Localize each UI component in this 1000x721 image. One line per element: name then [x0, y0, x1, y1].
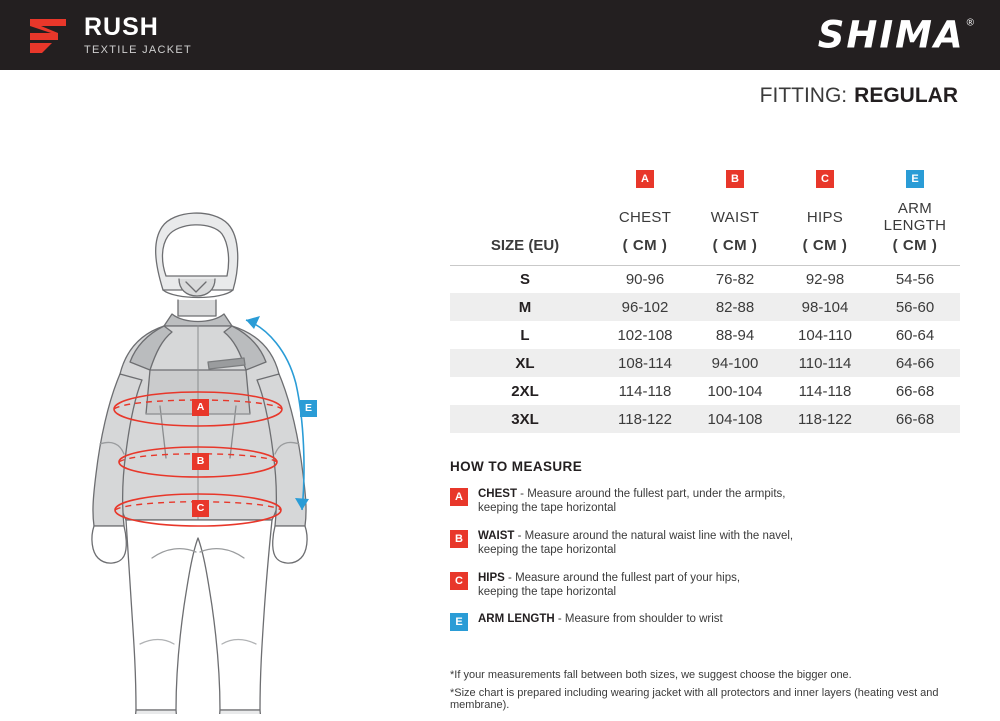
- how-to-measure-section: [450, 459, 1000, 631]
- content-area: [0, 122, 1000, 721]
- cell-size: M: [450, 293, 600, 321]
- badge-a: A: [636, 170, 654, 188]
- column-header-chest: CHEST: [618, 208, 672, 226]
- page-header: [0, 0, 1000, 70]
- cell-size: S: [519, 270, 530, 288]
- measure-desc-waist: - Measure around the natural waist line with the navel,: [514, 529, 794, 542]
- badge-cell-waist: [690, 150, 780, 190]
- cell-hips: 114-118: [798, 382, 852, 400]
- badge-c: C: [450, 572, 468, 590]
- cell-size: XL: [450, 349, 600, 377]
- footnote-2: *Size chart is prepared including wearing jacket with all protectors and inner layers (heating vest and membrane).: [450, 687, 939, 712]
- brand-logo: [818, 14, 974, 57]
- measure-text-arm-length: [478, 612, 723, 631]
- badge-b: B: [450, 530, 468, 548]
- table-row: [450, 293, 960, 321]
- figure-marker-e: E: [300, 400, 317, 417]
- badge-e: E: [450, 613, 468, 631]
- measure-desc2-chest: keeping the tape horizontal: [478, 502, 617, 515]
- cell-waist: 104-108: [690, 405, 780, 433]
- measure-name-chest: CHEST: [478, 488, 517, 500]
- badge-cell-chest: [600, 150, 690, 190]
- figure-pane: [0, 122, 440, 721]
- cell-arm: 64-66: [870, 349, 960, 377]
- brand-logo-text: SHIMA: [817, 13, 965, 57]
- measure-text-hips: [478, 571, 740, 600]
- badge-cell-hips: [780, 150, 870, 190]
- cell-arm: 66-68: [870, 405, 960, 433]
- cell-size: 3XL: [450, 405, 600, 433]
- size-table-body: [450, 265, 960, 433]
- cell-chest: 108-114: [600, 349, 690, 377]
- how-to-measure-title: HOW TO MEASURE: [450, 459, 583, 474]
- measure-desc-arm-length: - Measure from shoulder to wrist: [554, 613, 723, 626]
- figure-marker-b: B: [192, 453, 209, 470]
- measure-name-arm-length: ARM LENGTH: [478, 613, 555, 626]
- table-row: [450, 321, 960, 349]
- column-unit-hips: ( CM ): [802, 237, 848, 254]
- cell-waist: 94-100: [690, 349, 780, 377]
- badge-cell-empty: [450, 150, 600, 190]
- measure-desc-hips: - Measure around the fullest part of your hips,: [504, 571, 741, 584]
- cell-hips: 104-110: [798, 326, 852, 344]
- brand-registered-mark: ®: [966, 17, 974, 29]
- shima-logo-icon: [26, 13, 70, 57]
- badge-a: A: [450, 488, 468, 506]
- table-header-names: [450, 190, 960, 235]
- cell-waist: 100-104: [707, 382, 763, 400]
- cell-arm: 54-56: [895, 270, 935, 288]
- cell-hips: 118-122: [780, 405, 870, 433]
- cell-chest: 90-96: [625, 270, 665, 288]
- measure-item-chest: [450, 487, 960, 516]
- badge-c: C: [816, 170, 834, 188]
- cell-chest: 96-102: [600, 293, 690, 321]
- column-unit-arm: ( CM ): [892, 237, 938, 254]
- measure-desc-chest: - Measure around the fullest part, under the armpits,: [516, 488, 786, 500]
- footnotes: [450, 669, 1000, 711]
- column-unit-waist: ( CM ): [712, 237, 758, 254]
- cell-size: 2XL: [511, 382, 539, 400]
- size-chart-table: [450, 150, 960, 433]
- cell-arm: 60-64: [895, 326, 935, 344]
- cell-chest: 102-108: [617, 326, 673, 344]
- measure-text-waist: [478, 529, 793, 558]
- measure-desc2-waist: keeping the tape horizontal: [478, 544, 617, 557]
- figure-marker-c: C: [192, 500, 209, 517]
- measure-text-chest: [478, 487, 785, 516]
- product-title-block: [84, 12, 193, 56]
- badge-cell-arm: [870, 150, 960, 190]
- table-row: [450, 377, 960, 405]
- info-pane: [440, 122, 1000, 721]
- measure-item-waist: [450, 529, 960, 558]
- cell-chest: 114-118: [618, 382, 672, 400]
- cell-hips: 92-98: [805, 270, 845, 288]
- column-unit-chest: ( CM ): [622, 237, 668, 254]
- cell-arm: 56-60: [870, 293, 960, 321]
- cell-waist: 76-82: [715, 270, 755, 288]
- figure-marker-a: A: [192, 399, 209, 416]
- measure-item-hips: [450, 571, 960, 600]
- measure-name-hips: HIPS: [478, 571, 505, 584]
- footnote-1: *If your measurements fall between both sizes, we suggest choose the bigger one.: [450, 669, 852, 682]
- measure-name-waist: WAIST: [478, 529, 515, 542]
- cell-size: L: [520, 326, 530, 344]
- size-table-wrap: [450, 150, 1000, 433]
- badge-b: B: [726, 170, 744, 188]
- column-header-hips: HIPS: [806, 208, 844, 226]
- cell-waist: 88-94: [715, 326, 755, 344]
- measure-item-arm-length: [450, 612, 960, 631]
- cell-waist: 82-88: [690, 293, 780, 321]
- table-row: [450, 405, 960, 433]
- cell-hips: 98-104: [780, 293, 870, 321]
- cell-hips: 110-114: [780, 349, 870, 377]
- page-title: RUSH: [84, 12, 159, 41]
- badge-e: E: [906, 170, 924, 188]
- table-row: [450, 349, 960, 377]
- product-subtitle: TEXTILE JACKET: [84, 43, 193, 56]
- column-header-waist: WAIST: [710, 208, 760, 226]
- table-badge-row: [450, 150, 960, 190]
- fitting-value: REGULAR: [854, 84, 958, 107]
- cell-arm: 66-68: [895, 382, 935, 400]
- cell-chest: 118-122: [600, 405, 690, 433]
- measure-desc2-hips: keeping the tape horizontal: [478, 585, 617, 598]
- fitting-label: FITTING:: [759, 84, 848, 107]
- rider-illustration: [0, 114, 440, 714]
- column-header-arm: ARM LENGTH: [883, 200, 947, 234]
- table-row: [450, 265, 960, 293]
- column-header-size: SIZE (EU): [490, 237, 560, 254]
